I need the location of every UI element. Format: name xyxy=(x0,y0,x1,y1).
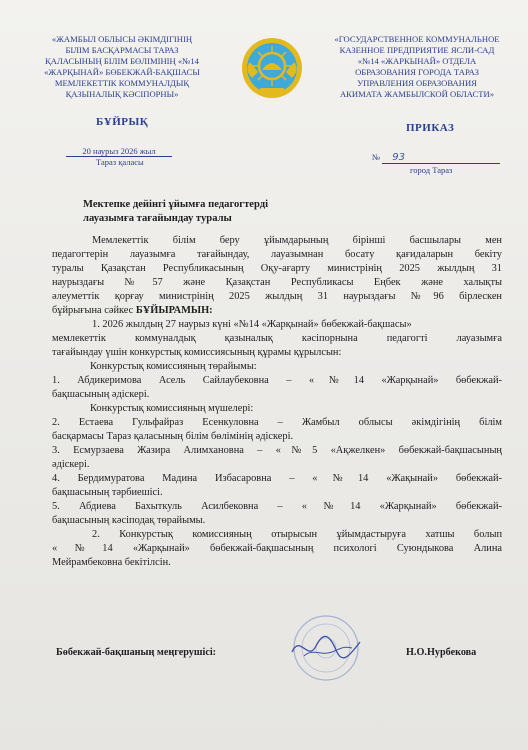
header-line: «ГОСУДАРСТВЕННОЕ КОММУНАЛЬНОЕ xyxy=(334,34,500,44)
body-line: педагогтерін лауазымға тағайындау, лауазымнан босату қағидаларын бекіту xyxy=(52,249,502,260)
place-kazakh: Тараз қаласы xyxy=(96,157,144,167)
signatory-name: Н.О.Нурбекова xyxy=(406,647,477,658)
body-line: 1. Абдикеримова Асель Сайлаубековна – «№14 «Жарқынай» бөбекжай- xyxy=(52,375,502,386)
body-line: Мемлекеттік білім беру ұйымдарының бірінші басшылары мен xyxy=(92,235,502,246)
body-line: бақшасының кәсіподақ төрайымы. xyxy=(52,515,206,526)
section-heading: Конкурстық комиссияның төрайымы: xyxy=(90,361,257,372)
title-russian: ПРИКАЗ xyxy=(406,122,455,134)
body-line: басқармасы Тараз қаласының білім бөлімінің әдіскері. xyxy=(52,431,294,442)
number-prefix: № xyxy=(372,152,381,162)
body-line: тағайындау үшін конкурстық комиссиясының құрамы құрылсын: xyxy=(52,347,342,358)
body-line: Мейрамбековна бекітілсін. xyxy=(52,557,171,568)
header-line: УПРАВЛЕНИЯ ОБРАЗОВАНИЯ xyxy=(357,78,477,88)
header-kazakh xyxy=(22,34,222,100)
order-number xyxy=(372,152,500,164)
body-line: 4. Бердимуратова Мадина Избасаровна – «№14 «Жақынай» бөбекжай- xyxy=(52,473,502,484)
body-line: 3. Есмурзаева Жазира Алимхановна – «№5 «Ақжелкен» бөбекжай-бақшасының xyxy=(52,445,502,456)
header-line: АКИМАТА ЖАМБЫЛСКОЙ ОБЛАСТИ» xyxy=(339,89,495,99)
body-line: 2. Конкурстық комиссияның отырысын ұйымдастыруға хатшы болып xyxy=(92,529,502,540)
order-body xyxy=(52,234,502,570)
body-line: 1. 2026 жылдың 27 наурыз күні «№14 «Жарқынай» бөбекжай-бақшасы» xyxy=(92,319,412,330)
subject-line: лауазымға тағайындау туралы xyxy=(83,213,232,224)
header-line: КАЗЕННОЕ ПРЕДПРИЯТИЕ ЯСЛИ-САД xyxy=(339,45,495,55)
order-number-value: 93 xyxy=(392,152,405,163)
header-line: БІЛІМ БАСҚАРМАСЫ ТАРАЗ xyxy=(65,45,179,55)
header-line: МЕМЛЕКЕТТІК КОММУНАЛДЫҚ xyxy=(54,78,190,88)
header-line: ОБРАЗОВАНИЯ ГОРОДА ТАРАЗ xyxy=(355,67,479,77)
command-word: БҰЙЫРАМЫН: xyxy=(135,305,213,316)
state-emblem-icon xyxy=(240,36,304,100)
header-line: «ЖАРҚЫНАЙ» БӨБЕКЖАЙ-БАҚШАСЫ xyxy=(44,67,200,77)
header-line: «№14 «ЖАРКЫНАЙ» ОТДЕЛА xyxy=(357,56,477,66)
body-line-command xyxy=(52,304,502,318)
order-date-value: 20 наурыз 2026 жыл xyxy=(66,146,172,157)
header-line: «ЖАМБЫЛ ОБЛЫСЫ ӘКІМДІГІНІҢ xyxy=(51,34,193,44)
order-date xyxy=(66,146,172,157)
title-kazakh: БҰЙРЫҚ xyxy=(96,116,149,128)
seal-stamp-icon xyxy=(278,612,374,684)
body-line: 5. Абдиева Бахыткуль Асилбековна – «№14 «Жарқынай» бөбекжай- xyxy=(52,501,502,512)
subject-line: Мектепке дейінгі ұйымға педагогтерді xyxy=(83,199,269,210)
body-line: наурыздағы №57 және Қазақстан Республикасы Еңбек және халықты xyxy=(52,277,502,288)
place-russian: город Тараз xyxy=(410,165,453,175)
body-line: әлеуметтік қорғау министрінің 2025 жылдың 31 наурыздағы №96 бірлескен xyxy=(52,291,502,302)
body-line: бақшасының тәрбиешісі. xyxy=(52,487,163,498)
signature-position: Бөбекжай-бақшаның меңгерушісі: xyxy=(56,647,217,658)
header-line: ҚАЛАСЫНЫҢ БІЛІМ БӨЛІМІНІҢ «№14 xyxy=(45,56,199,66)
header-line: ҚАЗЫНАЛЫҚ КӘСІПОРНЫ» xyxy=(65,89,179,99)
section-heading: Конкурстық комиссияның мүшелері: xyxy=(90,403,254,414)
body-line: бақшасының әдіскері. xyxy=(52,389,150,400)
body-line: әдіскері. xyxy=(52,459,90,470)
order-subject xyxy=(83,198,268,226)
header-russian xyxy=(318,34,516,100)
body-line: мемлекеттік коммуналдық қазыналық кәсіпорнына педагогті лауазымға xyxy=(52,333,502,344)
number-line xyxy=(382,152,500,164)
body-line: 2. Естаева Гульфайраз Есенкуловна – Жамбыл облысы әкімдігінің білім xyxy=(52,417,502,428)
body-line: бұйрығына сәйкес xyxy=(52,305,134,316)
body-line: «№14 «Жарқынай» бөбекжай-бақшасының психологі Суюндыкова Алина xyxy=(52,543,502,554)
body-line: туралы Қазақстан Республикасының Оқу-ағарту министрінің 2025 жылдың 31 xyxy=(52,263,502,274)
